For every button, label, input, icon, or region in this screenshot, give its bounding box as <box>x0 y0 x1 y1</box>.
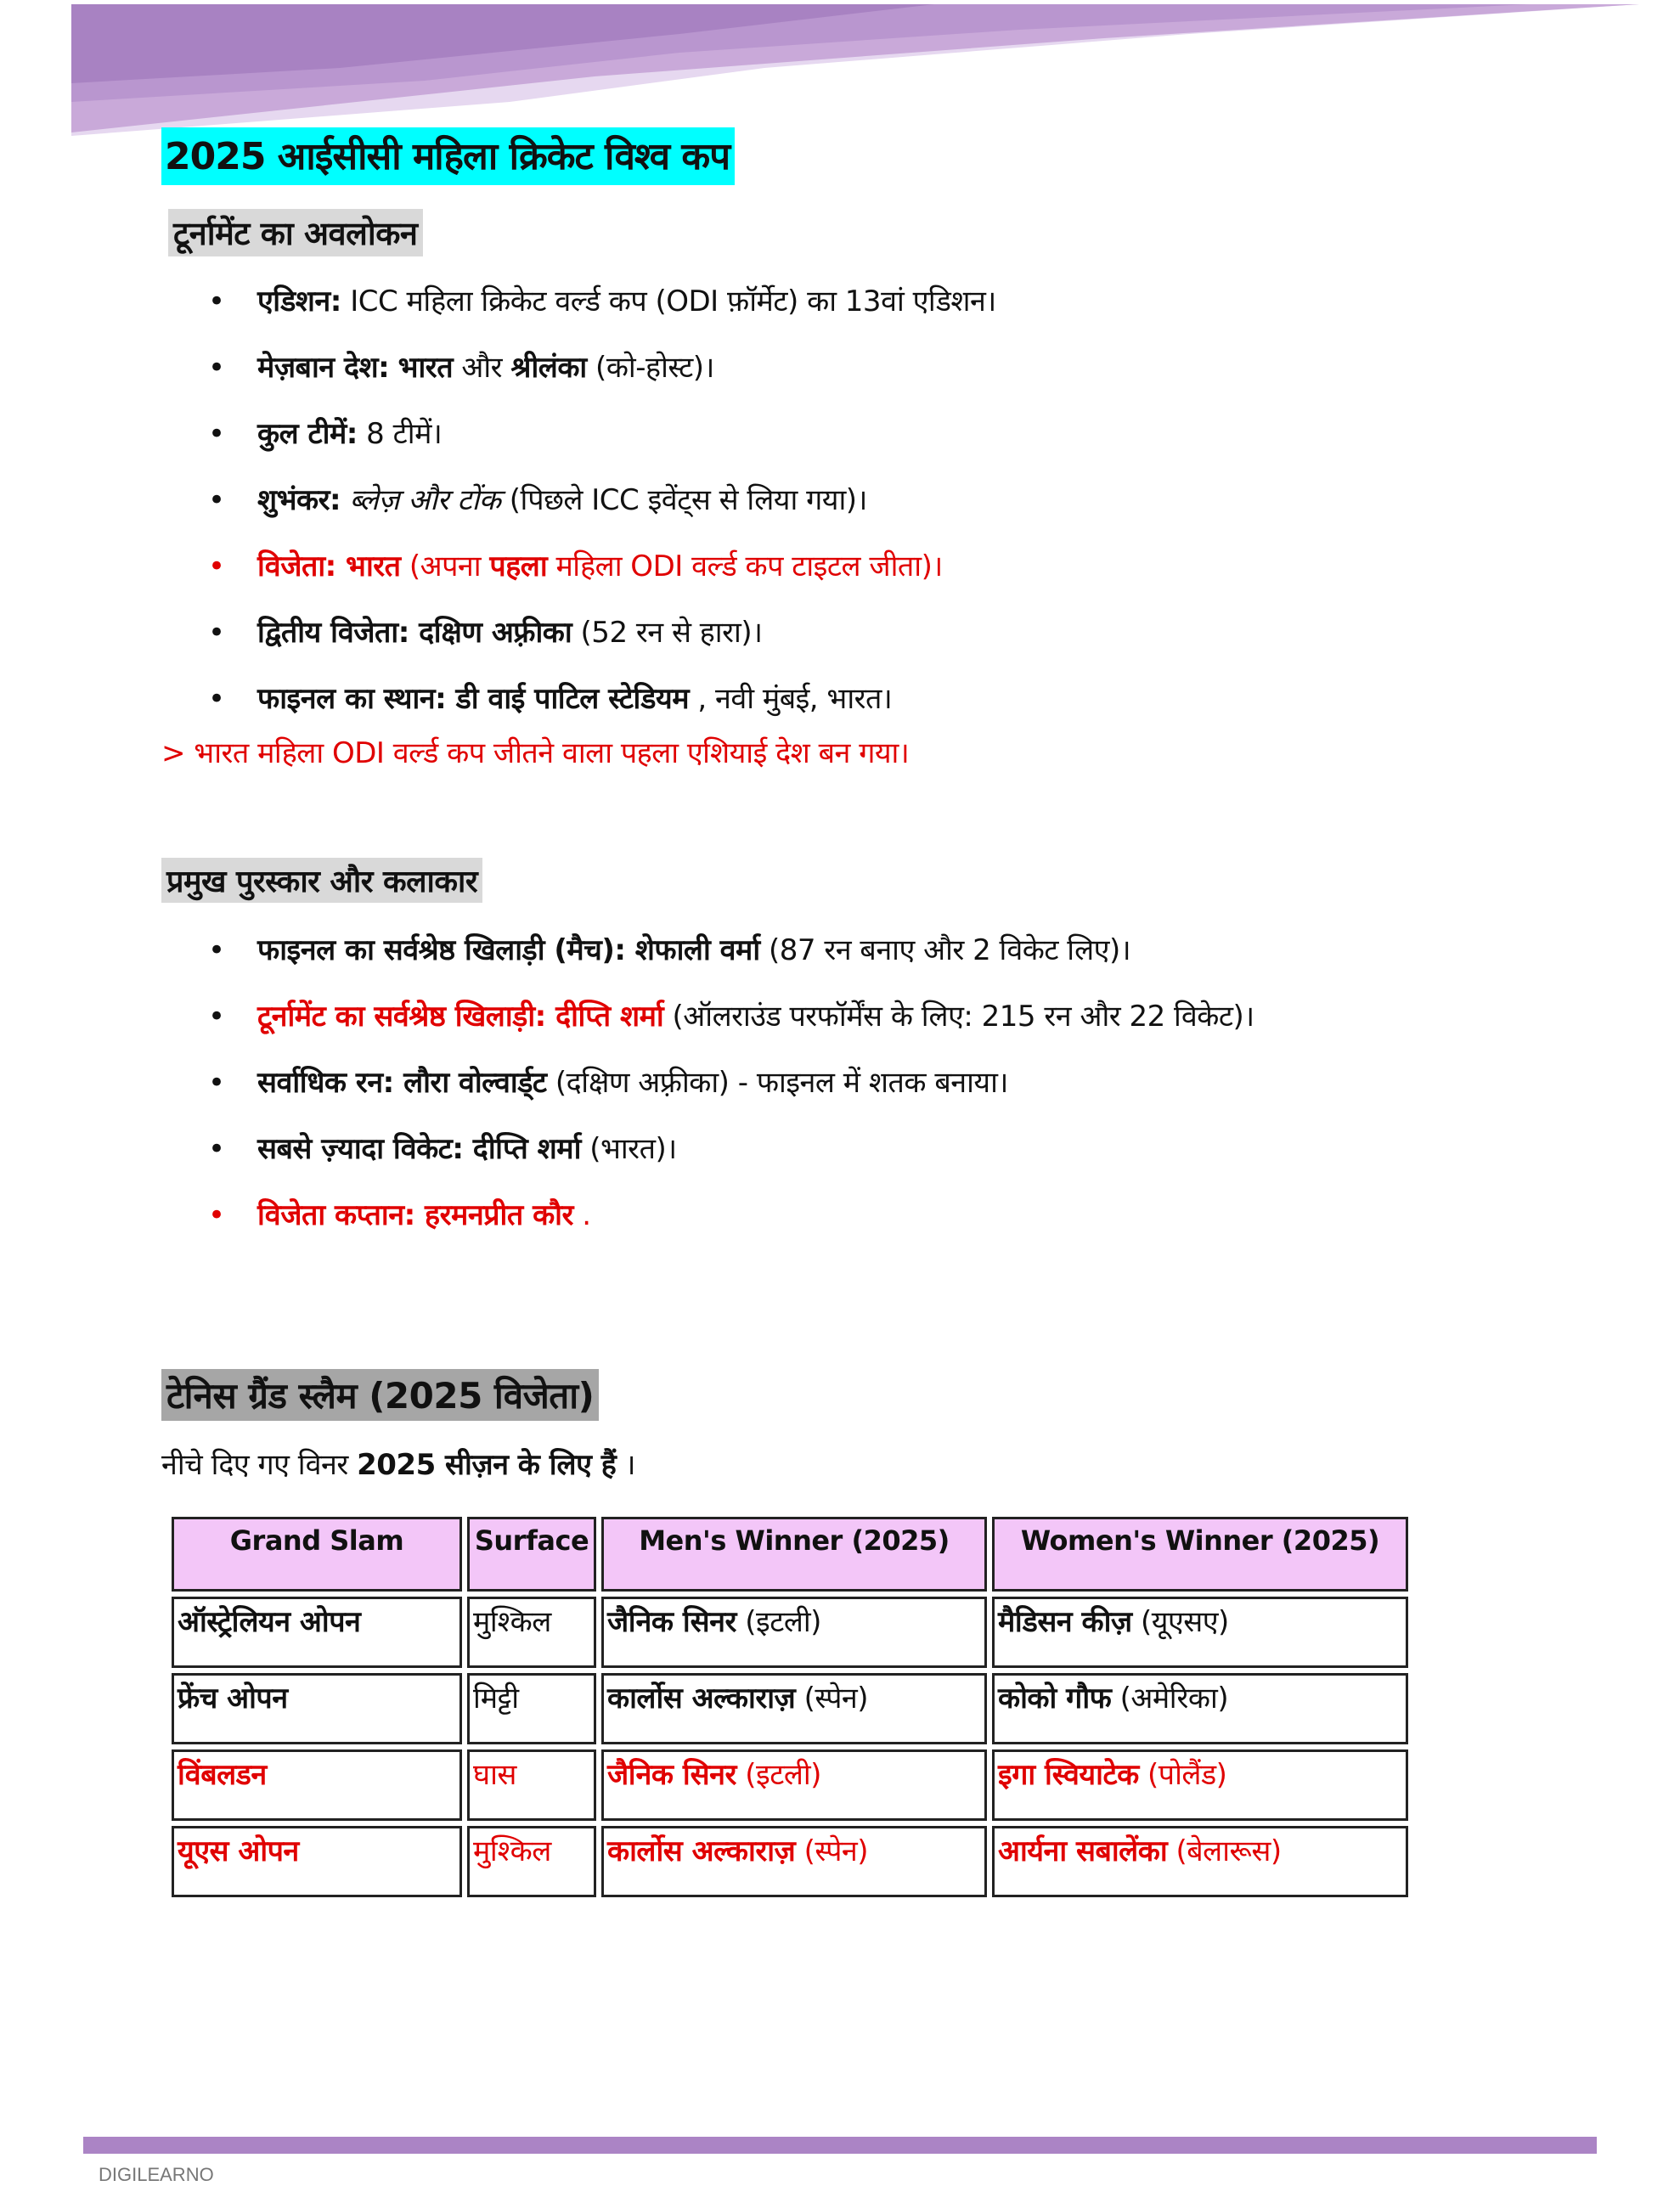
column-header-grand-slam: Grand Slam <box>172 1517 462 1592</box>
grand-slam-table <box>166 1512 1413 1902</box>
list-item-teams: • कुल टीमें: 8 टीमें। <box>208 401 996 467</box>
cell-mens-winner: जैनिक सिनर (इटली) <box>601 1749 987 1821</box>
table-row <box>172 1597 1408 1668</box>
cell-slam: यूएस ओपन <box>172 1826 462 1897</box>
footer-brand: DIGILEARNO <box>99 2164 214 2185</box>
list-item-player-of-tournament: • टूर्नामेंट का सर्वश्रेष्ठ खिलाड़ी: दीप्ति शर्मा (ऑलराउंड परफॉर्मेंस के लिए: 215 रन और 22 विकेट)। <box>208 983 1254 1050</box>
list-item-final-venue: • फाइनल का स्थान: डी वाई पाटिल स्टेडियम , नवी मुंबई, भारत। <box>208 666 996 732</box>
list-item-most-runs: • सर्वाधिक रन: लौरा वोल्वार्ड्ट (दक्षिण अफ़्रीका) - फाइनल में शतक बनाया। <box>208 1050 1254 1116</box>
table-header-row <box>172 1517 1408 1592</box>
list-item-mascot: • शुभंकर: ब्लेज़ और टोंक (पिछले ICC इवेंट्स से लिया गया)। <box>208 467 996 533</box>
page-title: 2025 आईसीसी महिला क्रिकेट विश्व कप <box>161 127 735 185</box>
awards-heading: प्रमुख पुरस्कार और कलाकार <box>161 858 482 903</box>
overview-heading: टूर्नामेंट का अवलोकन <box>168 209 423 256</box>
overview-list <box>208 268 996 732</box>
cell-surface: मुश्किल <box>467 1826 596 1897</box>
list-item-most-wickets: • सबसे ज़्यादा विकेट: दीप्ति शर्मा (भारत)। <box>208 1116 1254 1182</box>
awards-list <box>208 917 1254 1248</box>
cell-womens-winner: आर्यना सबालेंका (बेलारूस) <box>992 1826 1408 1897</box>
list-item-host: • मेज़बान देश: भारत और श्रीलंका (को-होस्ट)। <box>208 335 996 401</box>
table-row <box>172 1826 1408 1897</box>
list-item-player-of-final: • फाइनल का सर्वश्रेष्ठ खिलाड़ी (मैच): शेफाली वर्मा (87 रन बनाए और 2 विकेट लिए)। <box>208 917 1254 983</box>
tennis-heading: टेनिस ग्रैंड स्लैम (2025 विजेता) <box>161 1369 599 1421</box>
column-header-mens-winner: Men's Winner (2025) <box>601 1517 987 1592</box>
list-item-runner-up: • द्वितीय विजेता: दक्षिण अफ़्रीका (52 रन से हारा)। <box>208 600 996 666</box>
cell-womens-winner: कोको गौफ (अमेरिका) <box>992 1673 1408 1744</box>
table-row <box>172 1749 1408 1821</box>
asia-first-note: > भारत महिला ODI वर्ल्ड कप जीतने वाला पहला एशियाई देश बन गया। <box>161 736 910 770</box>
tennis-intro: नीचे दिए गए विनर 2025 सीज़न के लिए हैं । <box>161 1448 635 1482</box>
footer-divider <box>83 2137 1597 2154</box>
list-item-winner: • विजेता: भारत (अपना पहला महिला ODI वर्ल्ड कप टाइटल जीता)। <box>208 533 996 600</box>
cell-mens-winner: कार्लोस अल्काराज़ (स्पेन) <box>601 1826 987 1897</box>
cell-mens-winner: जैनिक सिनर (इटली) <box>601 1597 987 1668</box>
cell-surface: मुश्किल <box>467 1597 596 1668</box>
cell-slam: विंबलडन <box>172 1749 462 1821</box>
cell-womens-winner: मैडिसन कीज़ (यूएसए) <box>992 1597 1408 1668</box>
cell-slam: ऑस्ट्रेलियन ओपन <box>172 1597 462 1668</box>
cell-slam: फ्रेंच ओपन <box>172 1673 462 1744</box>
cell-mens-winner: कार्लोस अल्काराज़ (स्पेन) <box>601 1673 987 1744</box>
table-row <box>172 1673 1408 1744</box>
list-item-edition: • एडिशन: ICC महिला क्रिकेट वर्ल्ड कप (ODI फ़ॉर्मेट) का 13वां एडिशन। <box>208 268 996 335</box>
header-banner-decoration <box>0 0 1680 144</box>
column-header-surface: Surface <box>467 1517 596 1592</box>
list-item-winning-captain: • विजेता कप्तान: हरमनप्रीत कौर . <box>208 1182 1254 1248</box>
cell-surface: घास <box>467 1749 596 1821</box>
column-header-womens-winner: Women's Winner (2025) <box>992 1517 1408 1592</box>
cell-womens-winner: इगा स्वियाटेक (पोलैंड) <box>992 1749 1408 1821</box>
cell-surface: मिट्टी <box>467 1673 596 1744</box>
